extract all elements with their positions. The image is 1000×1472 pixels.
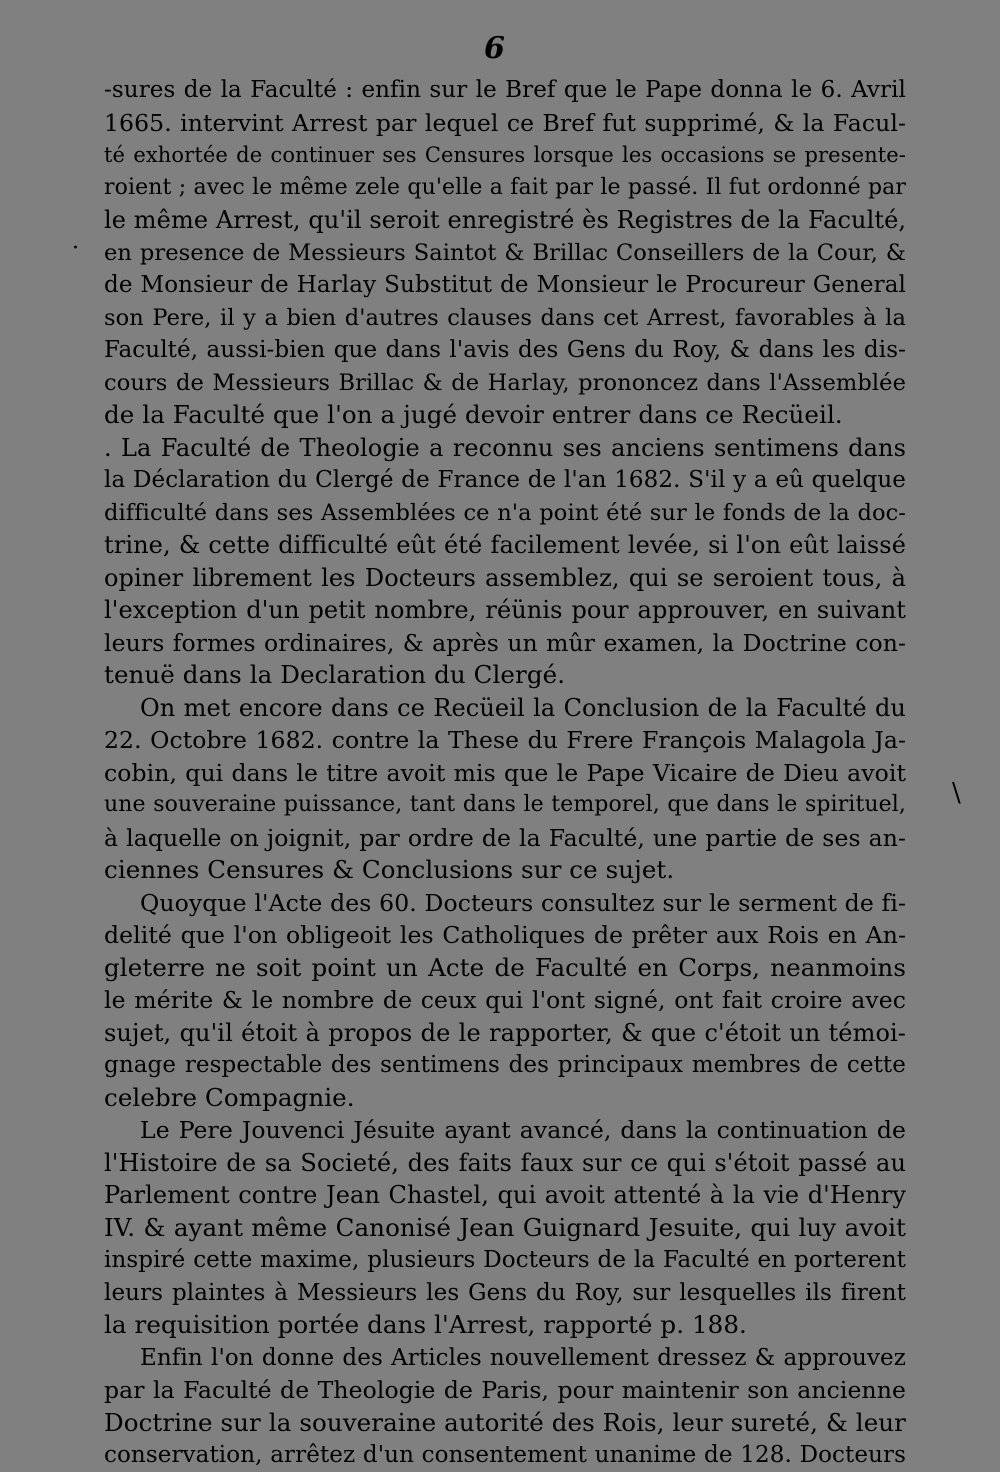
text-line: trine, & cette difficulté eût été facilement levée, si l'on eût laissé — [104, 531, 906, 559]
text-line: par la Faculté de Theologie de Paris, pour maintenir son ancienne — [104, 1376, 906, 1404]
text-line: ciennes Censures & Conclusions sur ce sujet. — [104, 855, 675, 884]
body-text — [104, 74, 906, 1472]
text-line: -sures de la Faculté : enfin sur le Bref que le Pape donna le 6. Avril — [104, 77, 906, 103]
text-line: 1665. intervint Arrest par lequel ce Bref fut supprimé, & la Facul- — [104, 108, 906, 137]
text-line: sujet, qu'il étoit à propos de le rapporter, & que c'étoit un témoi- — [104, 1018, 906, 1047]
text-line: le même Arrest, qu'il seroit enregistré ès Registres de la Faculté, — [104, 206, 906, 234]
text-line: cobin, qui dans le titre avoit mis que le Pape Vicaire de Dieu avoit — [104, 758, 906, 787]
text-line: conservation, arrêtez d'un consentement unanime de 128. Docteurs — [104, 1442, 906, 1468]
text-line: Enfin l'on donne des Articles nouvellement dressez & approuvez — [140, 1344, 906, 1371]
text-line: leurs formes ordinaires, & après un mûr examen, la Doctrine con- — [104, 628, 906, 657]
text-line: inspiré cette maxime, plusieurs Docteurs de la Faculté en porterent — [104, 1247, 906, 1273]
text-line: Faculté, aussi-bien que dans l'avis des Gens du Roy, & dans les dis- — [104, 337, 906, 363]
text-line: Quoyque l'Acte des 60. Docteurs consultez sur le serment de fi- — [140, 888, 906, 917]
text-line: IV. & ayant même Canonisé Jean Guignard Jesuite, qui luy avoit — [104, 1212, 906, 1242]
text-line: roient ; avec le même zele qu'elle a fait par le passé. Il fut ordonné par — [104, 174, 906, 200]
text-line: té exhortée de continuer ses Censures lorsque les occasions se presente- — [104, 143, 906, 167]
text-line: en presence de Messieurs Saintot & Brillac Conseillers de la Cour, & — [104, 239, 906, 266]
text-line: de la Faculté que l'on a jugé devoir entrer dans ce Recüeil. — [104, 400, 843, 429]
text-line: l'exception d'un petit nombre, réünis pour approuver, en suivant — [104, 596, 906, 624]
text-line: gleterre ne soit point un Acte de Faculté en Corps, neanmoins — [104, 952, 906, 982]
text-line: Doctrine sur la souveraine autorité des Rois, leur sureté, & leur — [104, 1407, 906, 1437]
text-line: la requisition portée dans l'Arrest, rapporté p. 188. — [104, 1310, 747, 1339]
margin-mark: \ — [952, 778, 961, 808]
text-line: 22. Octobre 1682. contre la These du Frere François Malagola Ja- — [104, 726, 906, 754]
text-line: à laquelle on joignit, par ordre de la Faculté, une partie de ses an- — [104, 823, 906, 852]
text-line: l'Histoire de sa Societé, des faits faux sur ce qui s'étoit passé au — [104, 1148, 906, 1177]
text-line: la Déclaration du Clergé de France de l'an 1682. S'il y a eû quelque — [104, 467, 906, 493]
text-line: le mérite & le nombre de ceux qui l'ont signé, ont fait croire avec — [104, 986, 906, 1014]
margin-dot: · — [72, 236, 79, 261]
text-line: gnage respectable des sentimens des principaux membres de cette — [104, 1052, 906, 1078]
text-line: cours de Messieurs Brillac & de Harlay, prononcez dans l'Assemblée — [104, 369, 906, 396]
text-line: On met encore dans ce Recüeil la Conclusion de la Faculté du — [140, 693, 906, 722]
text-line: celebre Compagnie. — [104, 1082, 355, 1112]
text-line: . La Faculté de Theologie a reconnu ses anciens sentimens dans — [104, 433, 906, 462]
text-line: difficulté dans ses Assemblées ce n'a point été sur le fonds de la doc- — [104, 499, 906, 526]
text-line: Parlement contre Jean Chastel, qui avoit attenté à la vie d'Henry — [104, 1181, 906, 1209]
text-line: de Monsieur de Harlay Substitut de Monsieur le Procureur General — [104, 272, 906, 298]
text-line: son Pere, il y a bien d'autres clauses dans cet Arrest, favorables à la — [104, 304, 906, 331]
text-line: leurs plaintes à Messieurs les Gens du Roy, sur lesquelles ils firent — [104, 1279, 906, 1306]
page-number: 6 — [484, 31, 505, 66]
text-line: opiner librement les Docteurs assemblez, qui se seroient tous, à — [104, 563, 906, 592]
text-line: une souveraine puissance, tant dans le temporel, que dans le spirituel, — [104, 792, 906, 817]
text-line: Le Pere Jouvenci Jésuite ayant avancé, dans la continuation de — [140, 1116, 906, 1144]
text-line: tenuë dans la Declaration du Clergé. — [104, 660, 566, 689]
text-line: delité que l'on obligeoit les Catholiques de prêter aux Rois en An- — [104, 921, 906, 949]
